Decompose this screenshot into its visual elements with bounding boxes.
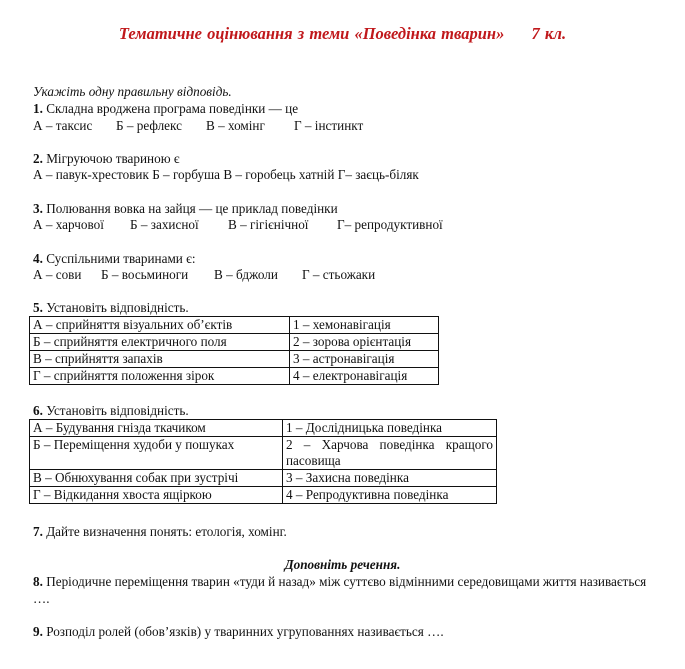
question-text: Полювання вовка на зайця — це приклад поведінки bbox=[46, 201, 338, 216]
title-text: Тематичне оцінювання з теми «Поведінка тварин» bbox=[118, 24, 505, 43]
question-2 bbox=[33, 150, 180, 167]
table-cell-right: 2 – зорова орієнтація bbox=[290, 334, 439, 351]
question-text: Складна вроджена програма поведінки — це bbox=[46, 101, 299, 116]
table-row bbox=[30, 437, 497, 470]
option-b: Б – рефлекс bbox=[116, 118, 182, 133]
question-number: 7. bbox=[33, 524, 43, 539]
option-a: А – сови bbox=[33, 267, 82, 282]
question-number: 6. bbox=[33, 403, 43, 418]
question-9 bbox=[33, 623, 444, 640]
option-d: Г – інстинкт bbox=[294, 118, 364, 133]
grade-label: 7 кл. bbox=[531, 24, 567, 43]
table-cell-left: В – сприйняття запахів bbox=[30, 351, 290, 368]
option-b: Б – восьминоги bbox=[101, 267, 189, 282]
option-c: В – бджоли bbox=[214, 267, 278, 282]
question-7 bbox=[33, 523, 287, 540]
option-c: В – гігієнічної bbox=[228, 217, 309, 232]
table-cell-left: Г – сприйняття положення зірок bbox=[30, 368, 290, 385]
question-number: 2. bbox=[33, 151, 43, 166]
question-number: 3. bbox=[33, 201, 43, 216]
table-cell-left: Г – Відкидання хвоста ящіркою bbox=[30, 487, 283, 504]
table-row bbox=[30, 317, 439, 334]
table-cell-right: 1 – хемонавігація bbox=[290, 317, 439, 334]
table-cell-left: Б – Переміщення худоби у пошуках bbox=[30, 437, 283, 470]
question-5 bbox=[33, 299, 189, 316]
question-text: Установіть відповідність. bbox=[46, 300, 189, 315]
question-number: 9. bbox=[33, 624, 43, 639]
question-text: Мігруючою твариною є bbox=[46, 151, 180, 166]
option-c: В – горобець хатній bbox=[223, 167, 335, 182]
question-number: 8. bbox=[33, 574, 43, 589]
table-cell-right: 4 – Репродуктивна поведінка bbox=[283, 487, 497, 504]
table-cell-left: В – Обнюхування собак при зустрічі bbox=[30, 470, 283, 487]
table-row bbox=[30, 420, 497, 437]
table-cell-right: 3 – Захисна поведінка bbox=[283, 470, 497, 487]
table-cell-left: А – Будування гнізда ткачиком bbox=[30, 420, 283, 437]
page-title bbox=[0, 25, 685, 42]
option-d: Г – стьожаки bbox=[302, 267, 376, 282]
option-a: А – харчової bbox=[33, 217, 104, 232]
question-3 bbox=[33, 200, 338, 217]
question-text: Дайте визначення понять: етологія, хомінг. bbox=[46, 524, 287, 539]
question-text: Розподіл ролей (обов’язків) у тваринних угрупованнях називається …. bbox=[46, 624, 444, 639]
table-cell-right: 3 – астронавігація bbox=[290, 351, 439, 368]
table-row bbox=[30, 351, 439, 368]
table-cell-left: Б – сприйняття електричного поля bbox=[30, 334, 290, 351]
question-4 bbox=[33, 250, 196, 267]
table-row bbox=[30, 487, 497, 504]
instruction: Укажіть одну правильну відповідь. bbox=[33, 84, 232, 99]
section-heading: Доповніть речення. bbox=[284, 557, 401, 572]
table-cell-right: 4 – електронавігація bbox=[290, 368, 439, 385]
option-d: Г– репродуктивної bbox=[337, 217, 443, 232]
question-number: 5. bbox=[33, 300, 43, 315]
option-d: Г– заєць-біляк bbox=[337, 167, 419, 182]
table-row bbox=[30, 334, 439, 351]
option-b: Б – захисної bbox=[130, 217, 199, 232]
table-row bbox=[30, 470, 497, 487]
option-c: В – хомінг bbox=[206, 118, 265, 133]
question-text: Суспільними тваринами є: bbox=[46, 251, 196, 266]
question-8 bbox=[33, 573, 663, 607]
question-number: 1. bbox=[33, 101, 43, 116]
question-1-options bbox=[33, 117, 363, 134]
question-text: Установіть відповідність. bbox=[46, 403, 189, 418]
question-3-options bbox=[33, 216, 443, 233]
question-text: Періодичне переміщення тварин «туди й назад» між суттєво відмінними середовищами життя називається …. bbox=[33, 574, 647, 606]
question-2-options bbox=[33, 166, 419, 183]
matching-table-5 bbox=[29, 316, 439, 385]
option-a: А – павук-хрестовик bbox=[33, 167, 149, 182]
option-a: А – таксис bbox=[33, 118, 93, 133]
question-6 bbox=[33, 402, 189, 419]
question-1 bbox=[33, 100, 298, 117]
matching-table-6 bbox=[29, 419, 497, 504]
table-cell-right: 2 – Харчова поведінка кращого пасовища bbox=[283, 437, 497, 470]
table-cell-right: 1 – Дослідницька поведінка bbox=[283, 420, 497, 437]
question-number: 4. bbox=[33, 251, 43, 266]
question-4-options bbox=[33, 266, 375, 283]
table-row bbox=[30, 368, 439, 385]
table-cell-left: А – сприйняття візуальних об’єктів bbox=[30, 317, 290, 334]
option-b: Б – горбуша bbox=[152, 167, 221, 182]
